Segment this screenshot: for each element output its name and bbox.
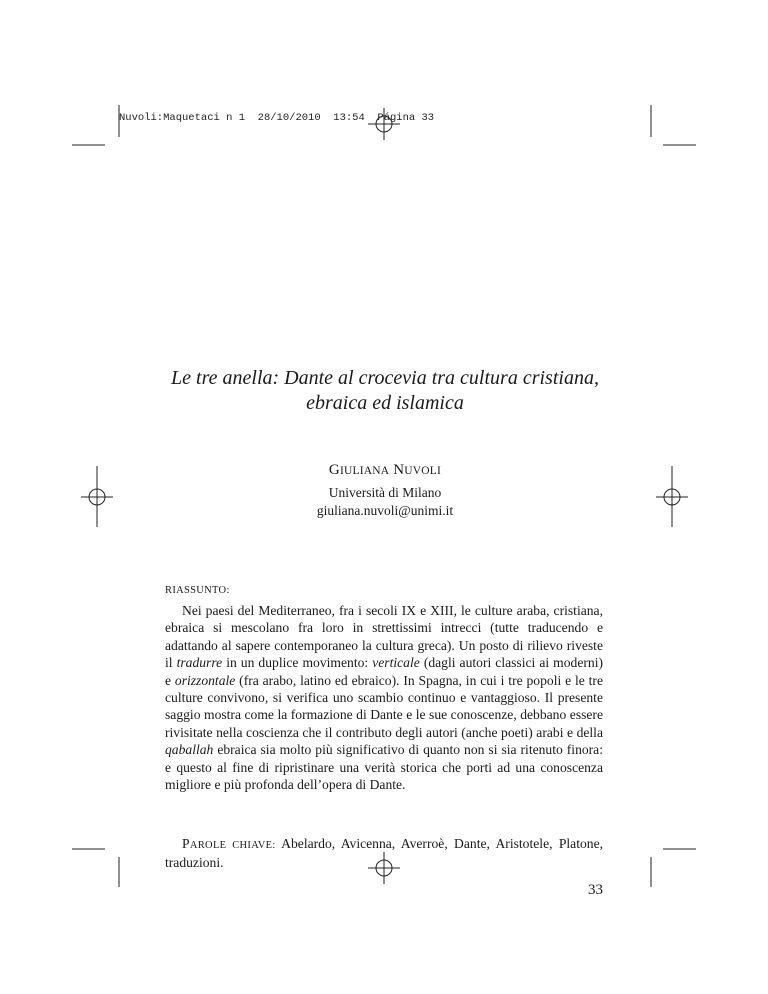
registration-mark-left bbox=[81, 466, 113, 527]
keywords-label: PAROLE CHIAVE: bbox=[182, 836, 276, 851]
article-title bbox=[150, 366, 620, 416]
author-affiliation-block bbox=[150, 484, 620, 520]
keywords bbox=[165, 835, 603, 872]
author-last-rest: UVOLI bbox=[404, 465, 442, 477]
title-line-1: Le tre anella: Dante al crocevia tra cultura cristiana, bbox=[171, 367, 599, 389]
emphasis-tradurre: tradurre bbox=[176, 655, 223, 671]
slug-date: 28/10/2010 bbox=[257, 112, 321, 124]
author-email: giuliana.nuvoli@unimi.it bbox=[316, 503, 454, 518]
keywords-text: Abelardo, Avicenna, Averroè, Dante, Aristotele, Platone, traduzioni. bbox=[165, 836, 604, 871]
author-first-initial: G bbox=[328, 462, 340, 478]
abstract-label bbox=[165, 585, 230, 596]
registration-mark-right bbox=[656, 466, 688, 527]
author-name bbox=[150, 462, 620, 479]
affiliation: Università di Milano bbox=[328, 485, 442, 500]
author-last-initial: N bbox=[393, 462, 405, 478]
emphasis-verticale: verticale bbox=[372, 655, 420, 671]
abstract-label-rest: IASSUNTO: bbox=[172, 585, 230, 596]
slug-time: 13:54 bbox=[333, 112, 365, 124]
slug-file: Nuvoli:Maquetaci n 1 bbox=[119, 112, 246, 124]
emphasis-orizzontale: orizzontale bbox=[174, 672, 236, 688]
slug-page: Página 33 bbox=[377, 112, 435, 124]
print-slug bbox=[119, 112, 434, 124]
page-number: 33 bbox=[588, 882, 603, 898]
author-first-rest: IULIANA bbox=[339, 465, 390, 477]
abstract-text: Nei paesi del Mediterraneo, fra i secoli IX e XIII, le culture araba, cristiana, ebraica si mescolano fra loro in strettissimi intrecci (tutte traducendo e adattando al sapere contemporaneo la cultura greca). Un posto di rilievo riveste il tradurre in un duplice movimento: verticale (dagli autori classici ai moderni) e orizzontale (fra arabo, latino ed ebraico). In Spagna, in cui i tre popoli e le tre culture convivono, si verifica uno scambio continuo e vantaggioso. Il presente saggio mostra come la formazione di Dante e le sue conoscenze, debbano essere rivisitate nella coscienza che il contributo degli autori (anche poeti) arabi e della qaballah ebraica sia molto più significativo di quanto non si sia ritenuto finora: e questo al fine di ripristinare una verità storica che porti ad una conoscenza migliore e più profonda dell’opera di Dante. bbox=[165, 603, 604, 793]
emphasis-qaballah: qaballah bbox=[165, 742, 214, 758]
title-line-2: ebraica ed islamica bbox=[306, 392, 464, 414]
abstract-label-initial: R bbox=[165, 585, 173, 596]
